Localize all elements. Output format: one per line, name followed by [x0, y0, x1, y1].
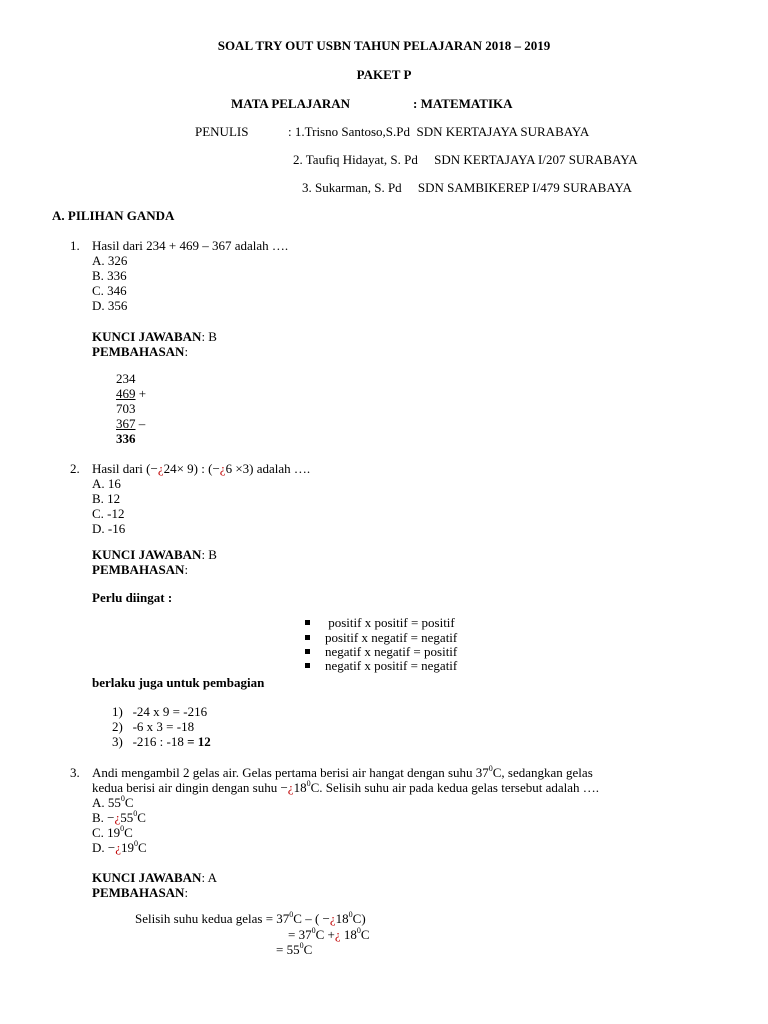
- q2-number: 2.: [70, 461, 80, 476]
- q3-option-a: A. $55^0C$: [92, 793, 134, 810]
- q3-option-d: D. $-¿19^0C$: [92, 838, 147, 855]
- q2-option-d: D. -16: [92, 521, 126, 536]
- q3-text-line2: kedua berisi air dingin dengan suhu $-¿18^0C$. Selisih suhu air pada kedua gelas tersebut adalah ….: [92, 778, 600, 795]
- q3-text-line1: Andi mengambil 2 gelas air. Gelas pertama berisi air hangat dengan suhu $37^0C$, sedangkan gelas: [92, 763, 593, 780]
- q1-text: Hasil dari 234 + 469 – 367 adalah ….: [92, 238, 289, 253]
- q1-option-d: D. 356: [92, 298, 128, 313]
- q2-rule-2: positif x negatif = negatif: [305, 630, 457, 645]
- bullet-icon: [305, 663, 310, 668]
- q3-solution-3: = $55^0C$: [276, 940, 313, 957]
- q1-option-a: A. 326: [92, 253, 128, 268]
- q2-rule-4: negatif x positif = negatif: [305, 658, 457, 673]
- bullet-icon: [305, 649, 310, 654]
- penulis-3: 3. Sukarman, S. Pd SDN SAMBIKEREP I/479 SURABAYA: [302, 180, 632, 195]
- q3-pembahasan: PEMBAHASAN:: [92, 885, 189, 900]
- q2-step-3: 3) -216 : -18 = 12: [112, 734, 211, 749]
- q2-kunci: KUNCI JAWABAN: B: [92, 547, 217, 562]
- q3-solution-2: = $37^0C$ +¿ $18^0C$: [288, 925, 370, 942]
- q3-option-c: C. $19^0C$: [92, 823, 133, 840]
- penulis-1: : 1.Trisno Santoso,S.Pd SDN KERTAJAYA SURABAYA: [288, 124, 590, 139]
- penulis-label: PENULIS: [195, 124, 249, 139]
- q2-text: Hasil dari (−¿24× 9) : (−¿6 ×3) adalah ….: [92, 461, 311, 476]
- q2-rule-1: positif x positif = positif: [305, 615, 455, 630]
- q2-pembahasan: PEMBAHASAN:: [92, 562, 189, 577]
- q1-work-1: 234: [116, 371, 136, 386]
- q2-option-c: C. -12: [92, 506, 125, 521]
- q2-option-a: A. 16: [92, 476, 121, 491]
- q1-work-result: 336: [116, 431, 136, 446]
- q3-option-b: B. $-¿55^0C$: [92, 808, 146, 825]
- bullet-icon: [305, 635, 310, 640]
- q2-step-2: 2) -6 x 3 = -18: [112, 719, 195, 734]
- q2-option-b: B. 12: [92, 491, 121, 506]
- q2-rule-3: negatif x negatif = positif: [305, 644, 457, 659]
- paket-label: PAKET P: [356, 67, 412, 82]
- q3-kunci: KUNCI JAWABAN: A: [92, 870, 217, 885]
- q1-work-2: 469 +: [116, 386, 147, 401]
- bullet-icon: [305, 620, 310, 625]
- q1-kunci: KUNCI JAWABAN: B: [92, 329, 217, 344]
- mapel-value: : MATEMATIKA: [413, 96, 513, 111]
- q1-option-c: C. 346: [92, 283, 127, 298]
- q2-berlaku: berlaku juga untuk pembagian: [92, 675, 265, 690]
- q1-work-4: 367 –: [116, 416, 146, 431]
- q1-number: 1.: [70, 238, 80, 253]
- q2-step-1: 1) -24 x 9 = -216: [112, 704, 208, 719]
- penulis-2: 2. Taufiq Hidayat, S. Pd SDN KERTAJAYA I/207 SURABAYA: [293, 152, 638, 167]
- q3-solution-1: Selisih suhu kedua gelas = $37^0C$ – ( $-¿18^0C$): [135, 909, 366, 926]
- document-title: SOAL TRY OUT USBN TAHUN PELAJARAN 2018 – 2019: [217, 38, 551, 53]
- q1-work-3: 703: [116, 401, 136, 416]
- q1-pembahasan: PEMBAHASAN:: [92, 344, 189, 359]
- mapel-label: MATA PELAJARAN: [231, 96, 351, 111]
- q3-number: 3.: [70, 765, 80, 780]
- section-title: A. PILIHAN GANDA: [52, 208, 175, 223]
- q2-perlu-diingat: Perlu diingat :: [92, 590, 173, 605]
- q1-option-b: B. 336: [92, 268, 127, 283]
